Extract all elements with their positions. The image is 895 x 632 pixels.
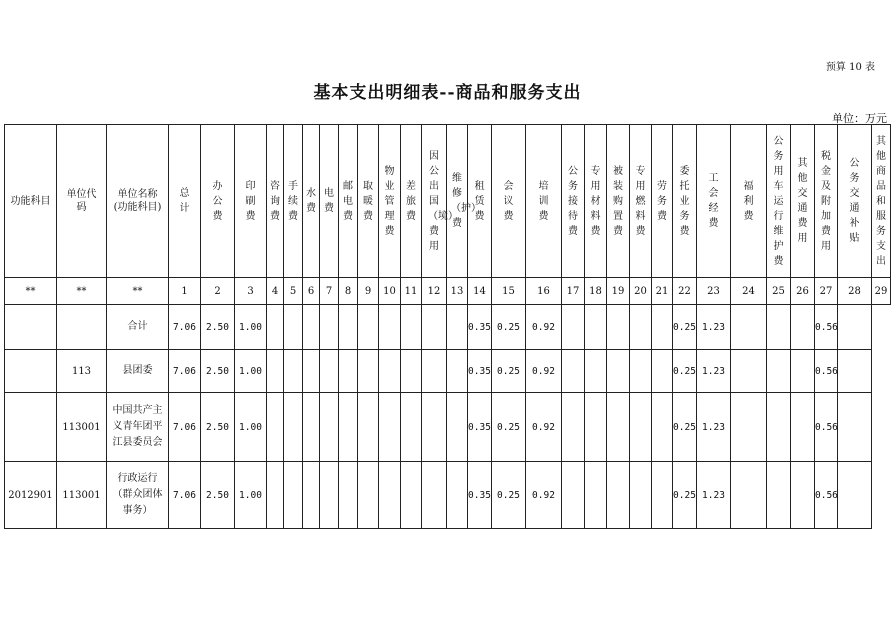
index-cell: 3 [235, 278, 267, 305]
unit-label: 单位：万元 [832, 112, 887, 125]
header-row [5, 125, 891, 278]
value-cell [267, 350, 284, 393]
value-cell [358, 350, 379, 393]
column-header: 单位代码 [57, 125, 107, 278]
value-cell [652, 462, 673, 529]
value-cell [379, 350, 401, 393]
value-cell: 1.23 [697, 305, 731, 350]
column-header: 水费 [303, 125, 320, 278]
column-header: 公务接待费 [562, 125, 585, 278]
value-cell: 0.35 [468, 305, 492, 350]
value-cell: 2.50 [201, 305, 235, 350]
column-header: 劳务费 [652, 125, 673, 278]
index-cell: 27 [815, 278, 838, 305]
value-cell [447, 393, 468, 462]
column-header: 会议费 [492, 125, 526, 278]
value-cell: 0.92 [526, 305, 562, 350]
column-header: 印刷费 [235, 125, 267, 278]
value-cell [652, 305, 673, 350]
index-cell: 4 [267, 278, 284, 305]
index-cell: 15 [492, 278, 526, 305]
value-cell: 1.00 [235, 350, 267, 393]
column-header: 因公出国（境）费用 [422, 125, 447, 278]
index-cell: 10 [379, 278, 401, 305]
value-cell [320, 462, 339, 529]
index-cell: 7 [320, 278, 339, 305]
value-cell [791, 462, 815, 529]
value-cell: 1.00 [235, 462, 267, 529]
value-cell: 7.06 [169, 305, 201, 350]
value-cell [267, 462, 284, 529]
column-header: 功能科目 [5, 125, 57, 278]
column-header: 公务用车运行维护费 [767, 125, 791, 278]
index-cell: 9 [358, 278, 379, 305]
value-cell [379, 305, 401, 350]
column-header: 办公费 [201, 125, 235, 278]
value-cell: 0.25 [492, 462, 526, 529]
function-code-cell [5, 305, 57, 350]
value-cell [422, 462, 447, 529]
value-cell [585, 462, 607, 529]
column-header: 单位名称 (功能科目) [107, 125, 169, 278]
value-cell [767, 305, 791, 350]
column-header: 委托业务费 [673, 125, 697, 278]
value-cell [731, 462, 767, 529]
value-cell [838, 305, 872, 350]
index-cell: 23 [697, 278, 731, 305]
value-cell [562, 393, 585, 462]
value-cell: 1.00 [235, 393, 267, 462]
index-row [5, 278, 891, 305]
function-code-cell [5, 350, 57, 393]
unit-name-header: 单位名称 [117, 189, 158, 200]
value-cell [607, 350, 630, 393]
value-cell [284, 305, 303, 350]
value-cell: 0.92 [526, 350, 562, 393]
column-header: 总计 [169, 125, 201, 278]
index-cell: 17 [562, 278, 585, 305]
table-row [5, 350, 891, 393]
value-cell: 7.06 [169, 350, 201, 393]
column-header: 其他商品和服务支出 [872, 125, 891, 278]
value-cell [607, 305, 630, 350]
unit-name-cell: 县团委 [107, 350, 169, 393]
index-cell: 29 [872, 278, 891, 305]
value-cell: 0.56 [815, 393, 838, 462]
column-header: 取暖费 [358, 125, 379, 278]
value-cell [607, 462, 630, 529]
value-cell [630, 350, 652, 393]
index-cell: 8 [339, 278, 358, 305]
column-header: 福利费 [731, 125, 767, 278]
column-header: 公务交通补贴 [838, 125, 872, 278]
value-cell [339, 305, 358, 350]
index-cell: 18 [585, 278, 607, 305]
value-cell [791, 350, 815, 393]
value-cell: 1.23 [697, 393, 731, 462]
column-header: 专用材料费 [585, 125, 607, 278]
index-cell: 28 [838, 278, 872, 305]
value-cell [358, 305, 379, 350]
index-cell: 6 [303, 278, 320, 305]
value-cell [447, 462, 468, 529]
value-cell [339, 350, 358, 393]
value-cell [562, 350, 585, 393]
index-cell: 24 [731, 278, 767, 305]
value-cell [379, 393, 401, 462]
column-header: 工会经费 [697, 125, 731, 278]
value-cell [422, 350, 447, 393]
value-cell [585, 393, 607, 462]
value-cell: 7.06 [169, 393, 201, 462]
value-cell [652, 393, 673, 462]
index-cell: 12 [422, 278, 447, 305]
value-cell: 7.06 [169, 462, 201, 529]
unit-code-cell: 113 [57, 350, 107, 393]
value-cell: 0.56 [815, 350, 838, 393]
value-cell [562, 462, 585, 529]
column-header: 邮电费 [339, 125, 358, 278]
value-cell [447, 305, 468, 350]
value-cell [630, 305, 652, 350]
value-cell [284, 393, 303, 462]
value-cell: 0.35 [468, 462, 492, 529]
index-cell: 19 [607, 278, 630, 305]
value-cell: 0.92 [526, 393, 562, 462]
value-cell: 1.00 [235, 305, 267, 350]
value-cell: 0.56 [815, 462, 838, 529]
value-cell [320, 305, 339, 350]
value-cell: 1.23 [697, 462, 731, 529]
value-cell [630, 393, 652, 462]
index-cell: 5 [284, 278, 303, 305]
value-cell [422, 305, 447, 350]
column-header: 咨询费 [267, 125, 284, 278]
value-cell: 0.25 [673, 350, 697, 393]
value-cell: 0.25 [492, 350, 526, 393]
index-cell: 26 [791, 278, 815, 305]
value-cell: 0.25 [673, 393, 697, 462]
table-row [5, 393, 891, 462]
value-cell [630, 462, 652, 529]
index-cell: 11 [401, 278, 422, 305]
value-cell [562, 305, 585, 350]
value-cell: 2.50 [201, 462, 235, 529]
value-cell [731, 350, 767, 393]
value-cell [838, 462, 872, 529]
value-cell [284, 350, 303, 393]
index-cell: ** [5, 278, 57, 305]
value-cell: 2.50 [201, 393, 235, 462]
value-cell [401, 350, 422, 393]
unit-code-cell: 113001 [57, 462, 107, 529]
column-header: 手续费 [284, 125, 303, 278]
value-cell [767, 462, 791, 529]
column-header: 电费 [320, 125, 339, 278]
value-cell: 0.25 [673, 305, 697, 350]
value-cell [731, 305, 767, 350]
unit-name-cell: 中国共产主义青年团平江县委员会 [107, 393, 169, 462]
value-cell [284, 462, 303, 529]
column-header: 租赁费 [468, 125, 492, 278]
value-cell [320, 393, 339, 462]
value-cell [303, 393, 320, 462]
column-header: 培训费 [526, 125, 562, 278]
column-header: 差旅费 [401, 125, 422, 278]
column-header: 被装购置费 [607, 125, 630, 278]
value-cell [791, 393, 815, 462]
value-cell: 1.23 [697, 350, 731, 393]
value-cell: 0.92 [526, 462, 562, 529]
value-cell [401, 393, 422, 462]
value-cell: 0.25 [492, 393, 526, 462]
value-cell [358, 393, 379, 462]
unit-name-cell: 行政运行（群众团体事务） [107, 462, 169, 529]
value-cell [320, 350, 339, 393]
table-row [5, 462, 891, 529]
index-cell: 20 [630, 278, 652, 305]
value-cell: 0.25 [492, 305, 526, 350]
value-cell: 0.25 [673, 462, 697, 529]
value-cell [585, 305, 607, 350]
value-cell [731, 393, 767, 462]
value-cell: 0.35 [468, 350, 492, 393]
index-cell: 25 [767, 278, 791, 305]
value-cell [838, 350, 872, 393]
value-cell [267, 305, 284, 350]
page-title: 基本支出明细表--商品和服务支出 [313, 83, 582, 103]
unit-code-cell: 113001 [57, 393, 107, 462]
unit-name-cell: 合计 [107, 305, 169, 350]
value-cell [767, 393, 791, 462]
index-cell: 2 [201, 278, 235, 305]
function-code-cell [5, 393, 57, 462]
value-cell [339, 393, 358, 462]
value-cell [838, 393, 872, 462]
value-cell [358, 462, 379, 529]
index-cell: 13 [447, 278, 468, 305]
value-cell [447, 350, 468, 393]
value-cell [303, 350, 320, 393]
value-cell [303, 305, 320, 350]
value-cell [767, 350, 791, 393]
column-header: 税金及附加费用 [815, 125, 838, 278]
index-cell: ** [57, 278, 107, 305]
index-cell: 21 [652, 278, 673, 305]
value-cell [401, 305, 422, 350]
value-cell: 0.56 [815, 305, 838, 350]
unit-code-cell [57, 305, 107, 350]
value-cell [379, 462, 401, 529]
value-cell [303, 462, 320, 529]
index-cell: 1 [169, 278, 201, 305]
value-cell: 0.35 [468, 393, 492, 462]
column-header: 专用燃料费 [630, 125, 652, 278]
value-cell [401, 462, 422, 529]
column-header: 物业管理费 [379, 125, 401, 278]
value-cell [422, 393, 447, 462]
table-row [5, 305, 891, 350]
form-number-label: 预算 10 表 [825, 62, 875, 73]
index-cell: 16 [526, 278, 562, 305]
value-cell [339, 462, 358, 529]
index-cell: ** [107, 278, 169, 305]
column-header: 维修（护）费 [447, 125, 468, 278]
value-cell [267, 393, 284, 462]
column-header: 其他交通费用 [791, 125, 815, 278]
value-cell [585, 350, 607, 393]
expense-table [4, 124, 891, 529]
index-cell: 22 [673, 278, 697, 305]
value-cell [652, 350, 673, 393]
value-cell: 2.50 [201, 350, 235, 393]
value-cell [607, 393, 630, 462]
value-cell [791, 305, 815, 350]
function-code-cell: 2012901 [5, 462, 57, 529]
index-cell: 14 [468, 278, 492, 305]
